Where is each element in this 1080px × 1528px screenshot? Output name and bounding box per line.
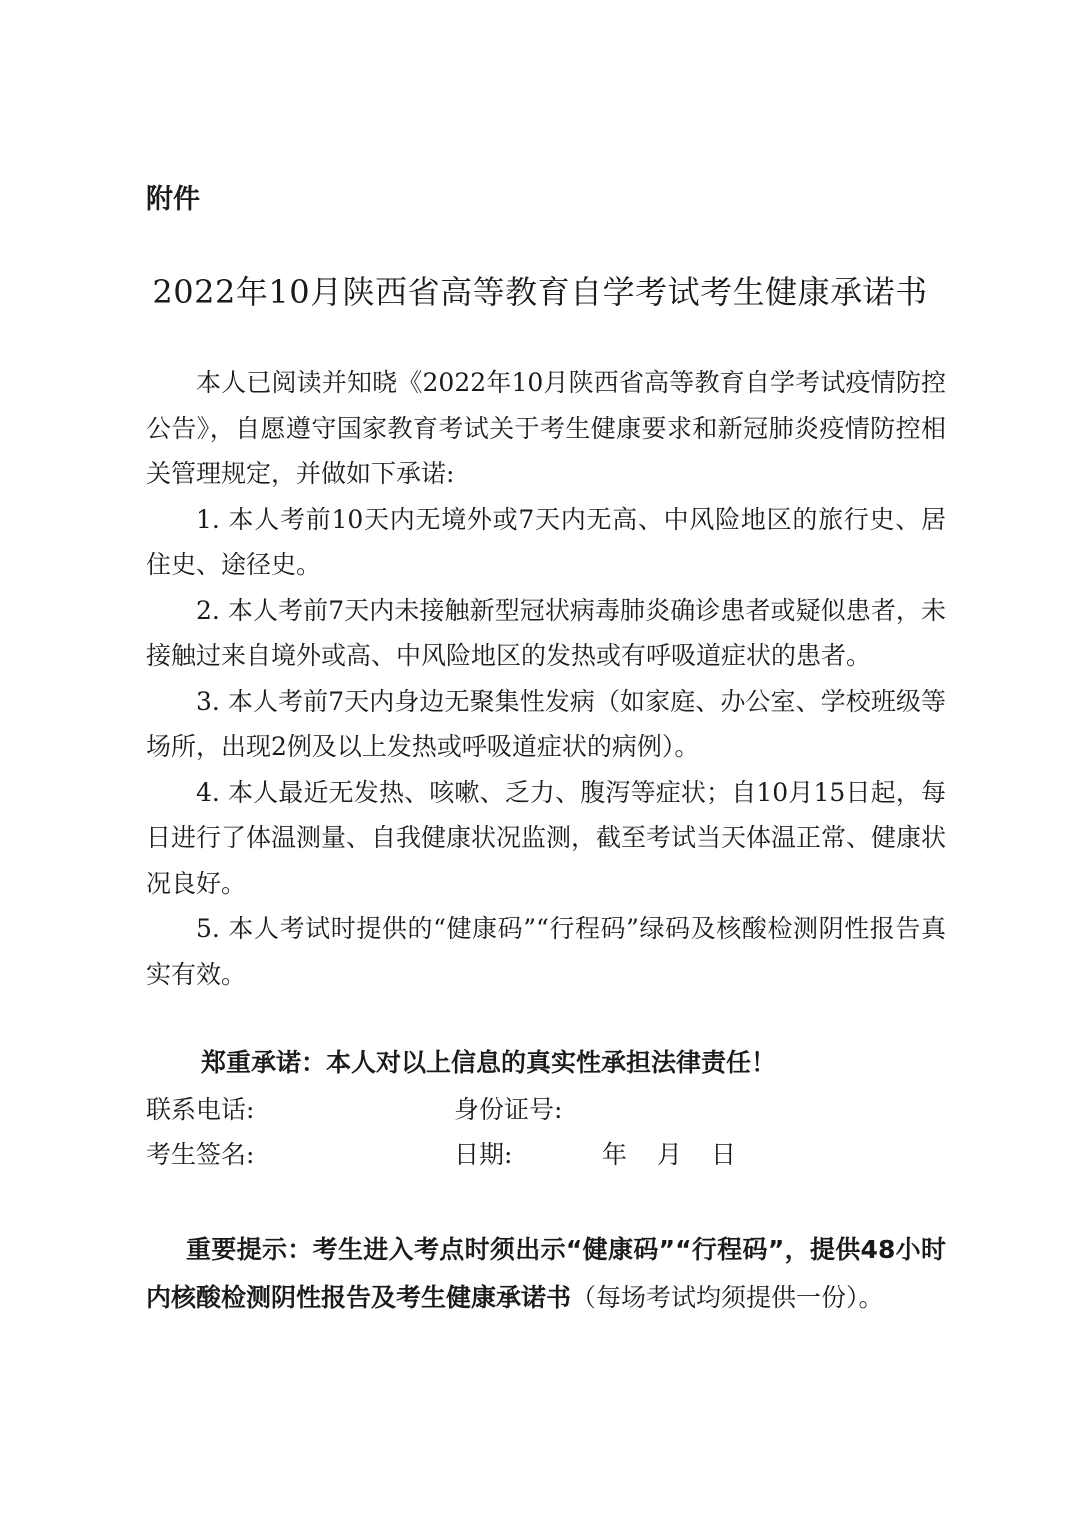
commitment-item-3: 3. 本人考前7天内身边无聚集性发病（如家庭、办公室、学校班级等场所，出现2例及以上发热或呼吸道症状的病例）。 — [146, 686, 946, 761]
commitment-body — [146, 360, 946, 997]
day-label: 日 — [711, 1140, 737, 1169]
date-label: 日期: — [454, 1140, 513, 1169]
notice-normal-text: （每场考试均须提供一份）。 — [571, 1283, 884, 1312]
notice-bold-text: 重要提示：考生进入考点时须出示“健康码”“行程码”，提供48小时内核酸检测阴性报告及考生健康承诺书 — [146, 1235, 946, 1312]
year-label: 年 — [602, 1140, 628, 1169]
contact-row — [146, 1087, 946, 1133]
commitment-item-2: 2. 本人考前7天内未接触新型冠状病毒肺炎确诊患者或疑似患者，未接触过来自境外或高、中风险地区的发热或有呼吸道症状的患者。 — [146, 595, 946, 670]
document-title: 2022年10月陕西省高等教育自学考试考生健康承诺书 — [152, 273, 928, 311]
month-label: 月 — [657, 1140, 683, 1169]
commitment-item-5: 5. 本人考试时提供的“健康码”“行程码”绿码及核酸检测阴性报告真实有效。 — [146, 914, 946, 989]
id-number-label: 身份证号: — [454, 1095, 563, 1124]
commitment-item-4: 4. 本人最近无发热、咳嗽、乏力、腹泻等症状；自10月15日起，每日进行了体温测量、自我健康状况监测，截至考试当天体温正常、健康状况良好。 — [146, 777, 947, 898]
attachment-label: 附件 — [146, 184, 200, 215]
signature-row — [146, 1132, 946, 1178]
commitment-item-1: 1. 本人考前10天内无境外或7天内无高、中风险地区的旅行史、居住史、途径史。 — [146, 504, 946, 579]
solemn-pledge: 郑重承诺：本人对以上信息的真实性承担法律责任！ — [201, 1048, 777, 1077]
important-notice — [146, 1226, 946, 1322]
intro-paragraph: 本人已阅读并知晓《2022年10月陕西省高等教育自学考试疫情防控公告》，自愿遵守国家教育考试关于考生健康要求和新冠肺炎疫情防控相关管理规定，并做如下承诺: — [146, 368, 946, 488]
phone-label: 联系电话: — [146, 1095, 255, 1124]
signature-label: 考生签名: — [146, 1140, 255, 1169]
